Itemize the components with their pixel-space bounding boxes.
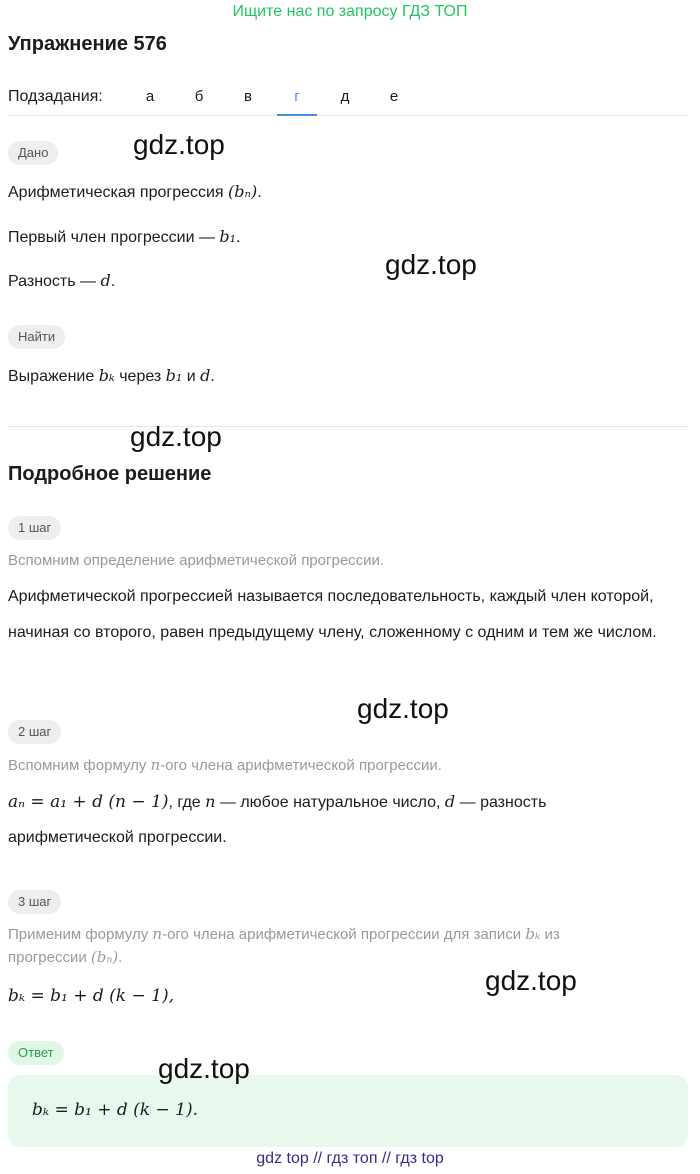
watermark: gdz.top bbox=[357, 693, 449, 724]
step-3-hint-a: Применим формулу bbox=[8, 926, 153, 943]
given-line-3 bbox=[8, 271, 115, 291]
given-line-2-text: Первый член прогрессии — bbox=[8, 229, 220, 246]
step-1-badge: 1 шаг bbox=[8, 516, 61, 540]
given-line-2 bbox=[8, 227, 241, 247]
find-end: . bbox=[210, 368, 215, 385]
given-line-3-math: d bbox=[100, 271, 111, 290]
answer-formula: bₖ = b₁ + d (k − 1). bbox=[32, 1100, 199, 1120]
step-2-math-d: d bbox=[444, 792, 456, 811]
given-line-1 bbox=[8, 182, 262, 202]
step-2-text-c: — разность bbox=[455, 794, 547, 811]
watermark: gdz.top bbox=[130, 421, 222, 452]
step-3-formula bbox=[8, 986, 174, 1006]
step-3-formula-text: bₖ = b₁ + d (k − 1), bbox=[8, 986, 175, 1006]
find-math-a: bₖ bbox=[98, 366, 115, 385]
step-1-text: Арифметической прогрессией называется последовательность, каждый член которой, начиная со второго, равен предыдущему члену, сложенному с одним и тем же числом. bbox=[8, 588, 657, 641]
top-banner: Ищите нас по запросу ГДЗ ТОП bbox=[232, 3, 468, 20]
page-title: Упражнение 576 bbox=[8, 33, 167, 55]
watermark: gdz.top bbox=[385, 249, 477, 280]
tab-a[interactable]: а bbox=[145, 88, 155, 105]
step-3-hint-c: из bbox=[540, 926, 560, 943]
given-line-3-text: Разность — bbox=[8, 273, 101, 290]
step-3-hint-b: -ого члена арифметической прогрессии для записи bbox=[162, 926, 526, 943]
step-1-hint: Вспомним определение арифметической прогрессии. bbox=[8, 552, 385, 569]
answer-badge: Ответ bbox=[8, 1041, 64, 1065]
subtasks-bar bbox=[8, 84, 688, 116]
watermark: gdz.top bbox=[133, 129, 225, 160]
step-3-hint-line-2 bbox=[8, 948, 122, 966]
step-2-hint-b: -ого члена арифметической прогрессии. bbox=[160, 757, 442, 774]
footer-links: gdz top // гдз топ // гдз top bbox=[256, 1150, 444, 1167]
step-3-hint-line-2-a: прогрессии bbox=[8, 949, 91, 966]
step-3-hint-math-bk: bₖ bbox=[525, 925, 541, 943]
step-2-line-2: арифметической прогрессии. bbox=[8, 829, 227, 846]
answer-box bbox=[8, 1075, 688, 1147]
find-badge: Найти bbox=[8, 325, 65, 349]
step-2-hint bbox=[8, 756, 442, 774]
find-math-b: b₁ bbox=[165, 366, 183, 385]
step-2-hint-math: n bbox=[150, 756, 161, 774]
subtasks-label: Подзадания: bbox=[8, 88, 103, 105]
watermark: gdz.top bbox=[158, 1053, 250, 1084]
watermark: gdz.top bbox=[485, 965, 577, 996]
find-math-c: d bbox=[200, 366, 211, 385]
tab-b[interactable]: б bbox=[194, 88, 204, 105]
solution-title: Подробное решение bbox=[8, 463, 212, 485]
section-divider bbox=[8, 426, 688, 427]
step-3-hint-line-1 bbox=[8, 925, 560, 943]
step-2-math-n: n bbox=[205, 792, 216, 811]
step-2-line-1 bbox=[8, 792, 546, 812]
step-3-hint-math-n: n bbox=[152, 925, 163, 943]
find-text-b: через bbox=[114, 368, 166, 385]
step-2-text-b: — любое натуральное число, bbox=[215, 794, 445, 811]
given-line-1-math: (bₙ) bbox=[228, 182, 258, 201]
given-line-3-end: . bbox=[110, 273, 116, 290]
step-2-formula: aₙ = a₁ + d (n − 1) bbox=[8, 792, 169, 812]
tab-g[interactable]: г bbox=[277, 84, 317, 116]
find-text-a: Выражение bbox=[8, 368, 99, 385]
step-3-badge: 3 шаг bbox=[8, 890, 61, 914]
step-3-hint-line-2-math: (bₙ) bbox=[90, 948, 119, 966]
step-2-hint-a: Вспомним формулу bbox=[8, 757, 151, 774]
find-line bbox=[8, 366, 215, 386]
step-2-text-a: , где bbox=[168, 794, 206, 811]
given-badge: Дано bbox=[8, 141, 58, 165]
given-line-1-end: . bbox=[257, 184, 262, 201]
given-line-2-end: . bbox=[236, 229, 241, 246]
tab-d[interactable]: д bbox=[340, 88, 350, 105]
given-line-1-text: Арифметическая прогрессия bbox=[8, 184, 229, 201]
given-line-2-math: b₁ bbox=[219, 227, 237, 246]
find-text-c: и bbox=[182, 368, 201, 385]
tab-v[interactable]: в bbox=[244, 88, 252, 105]
step-3-hint-line-2-end: . bbox=[118, 949, 123, 966]
step-2-badge: 2 шаг bbox=[8, 720, 61, 744]
tab-e[interactable]: е bbox=[389, 88, 399, 105]
